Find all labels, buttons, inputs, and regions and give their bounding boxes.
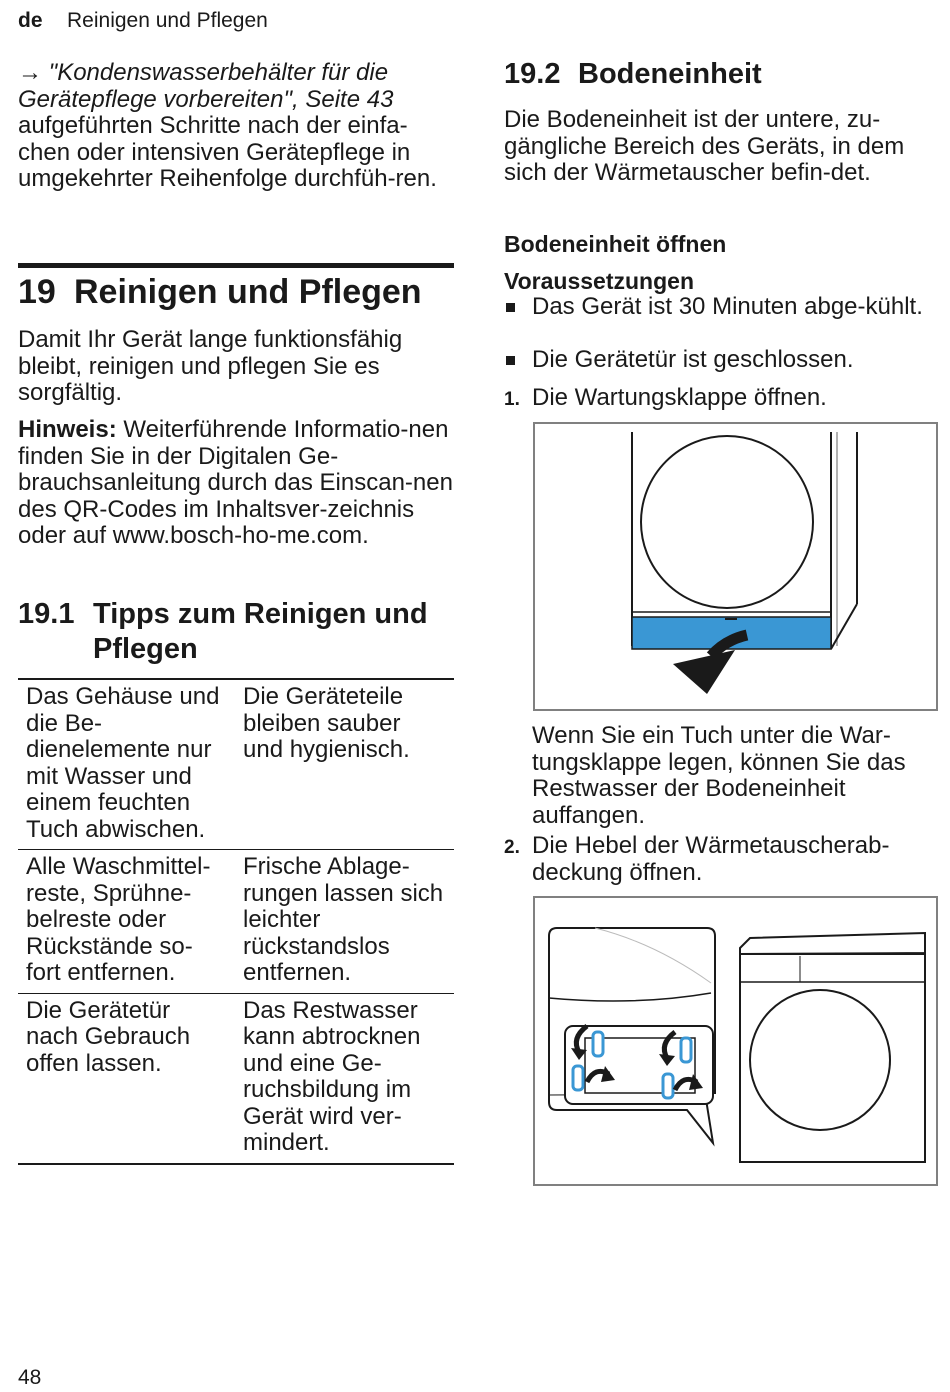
chapter-intro: Damit Ihr Gerät lange funktionsfähig bleibt, reinigen und pflegen Sie es sorgfältig. [18, 326, 403, 406]
arrow-down-icon [673, 650, 735, 694]
section-title: Bodeneinheit [578, 58, 762, 90]
tip-cell: Die Gerätetür nach Gebrauch offen lassen. [18, 993, 235, 1164]
step-text: Die Wartungsklappe öffnen. [532, 384, 827, 411]
lever-icon [681, 1038, 691, 1062]
figure-open-maintenance-flap [533, 422, 938, 711]
section-19-1-heading [18, 597, 453, 667]
hint-text: Weiterführende Informatio-nen finden Sie in der Digitalen Ge-brauchsanleitung durch das Einscan-nen des QR-Codes im Inhaltsver-zeichnis oder auf www.bosch-ho-me.com. [18, 416, 453, 549]
chapter-title: Reinigen und Pflegen [74, 273, 422, 311]
tip-cell: Alle Waschmittel-reste, Sprühne-belreste oder Rückstände so-fort entfernen. [18, 850, 235, 994]
chapter-heading [18, 272, 422, 312]
prerequisite-text: Die Gerätetür ist geschlossen. [532, 346, 854, 373]
step-number: 1. [504, 389, 520, 410]
section-intro: Die Bodeneinheit ist der untere, zu-gängliche Bereich des Geräts, in dem sich der Wärmetauscher befin-det. [504, 106, 905, 186]
table-row [18, 850, 454, 994]
intro-text: aufgeführten Schritte nach der einfa-chen oder intensiven Gerätepflege in umgekehrter Reihenfolge durchfüh-ren. [18, 112, 437, 192]
tips-table [18, 678, 454, 1165]
header-language: de [18, 9, 43, 32]
section-19-2-heading [504, 57, 762, 92]
cross-reference-link[interactable]: → "Kondenswasserbehälter für die Gerätepflege vorbereiten", Seite 43 [18, 59, 394, 113]
step-number: 2. [504, 837, 520, 858]
chapter-rule [18, 263, 454, 268]
effect-cell: Frische Ablage-rungen lassen sich leichter rückstandslos entfernen. [235, 850, 454, 994]
section-number: 19.2 [504, 58, 561, 90]
lever-icon [573, 1066, 583, 1090]
step-1 [504, 385, 929, 412]
page-number: 48 [18, 1366, 42, 1389]
section-number: 19.1 [18, 598, 75, 630]
step-text: Die Hebel der Wärmetauscherab-deckung öffnen. [532, 832, 890, 886]
lever-icon [663, 1074, 673, 1098]
list-item [504, 347, 929, 374]
list-item [504, 294, 929, 321]
effect-cell: Das Restwasser kann abtrocknen und eine Ge-ruchsbildung im Gerät wird ver-mindert. [235, 993, 454, 1164]
effect-cell: Die Geräteteile bleiben sauber und hygienisch. [243, 683, 410, 763]
lever-icon [593, 1032, 603, 1056]
chapter-number: 19 [18, 273, 56, 311]
tip-cell: Das Gehäuse und die Be-dienelemente nur mit Wasser und einem feuchten Tuch abwischen. [26, 683, 220, 843]
intro-paragraph [18, 60, 458, 193]
step-note: Wenn Sie ein Tuch unter die War-tungsklappe legen, können Sie das Restwasser der Bodeneinheit auffangen. [532, 722, 906, 829]
hint-label: Hinweis: [18, 416, 117, 443]
table-row [18, 993, 454, 1164]
step-2 [504, 833, 929, 886]
subheading: Bodeneinheit öffnen [504, 231, 727, 257]
table-row [18, 679, 454, 850]
dryer-front-illustration [535, 424, 936, 709]
hint-paragraph [18, 417, 458, 550]
heat-exchanger-illustration [535, 898, 936, 1184]
section-title: Tipps zum Reinigen und Pflegen [93, 598, 428, 665]
bullet-icon [506, 356, 515, 365]
prerequisites-heading: Voraussetzungen [504, 268, 694, 294]
header-section-title: Reinigen und Pflegen [67, 9, 268, 32]
bullet-icon [506, 303, 515, 312]
prerequisite-text: Das Gerät ist 30 Minuten abge-kühlt. [532, 293, 923, 320]
figure-heat-exchanger-levers [533, 896, 938, 1186]
